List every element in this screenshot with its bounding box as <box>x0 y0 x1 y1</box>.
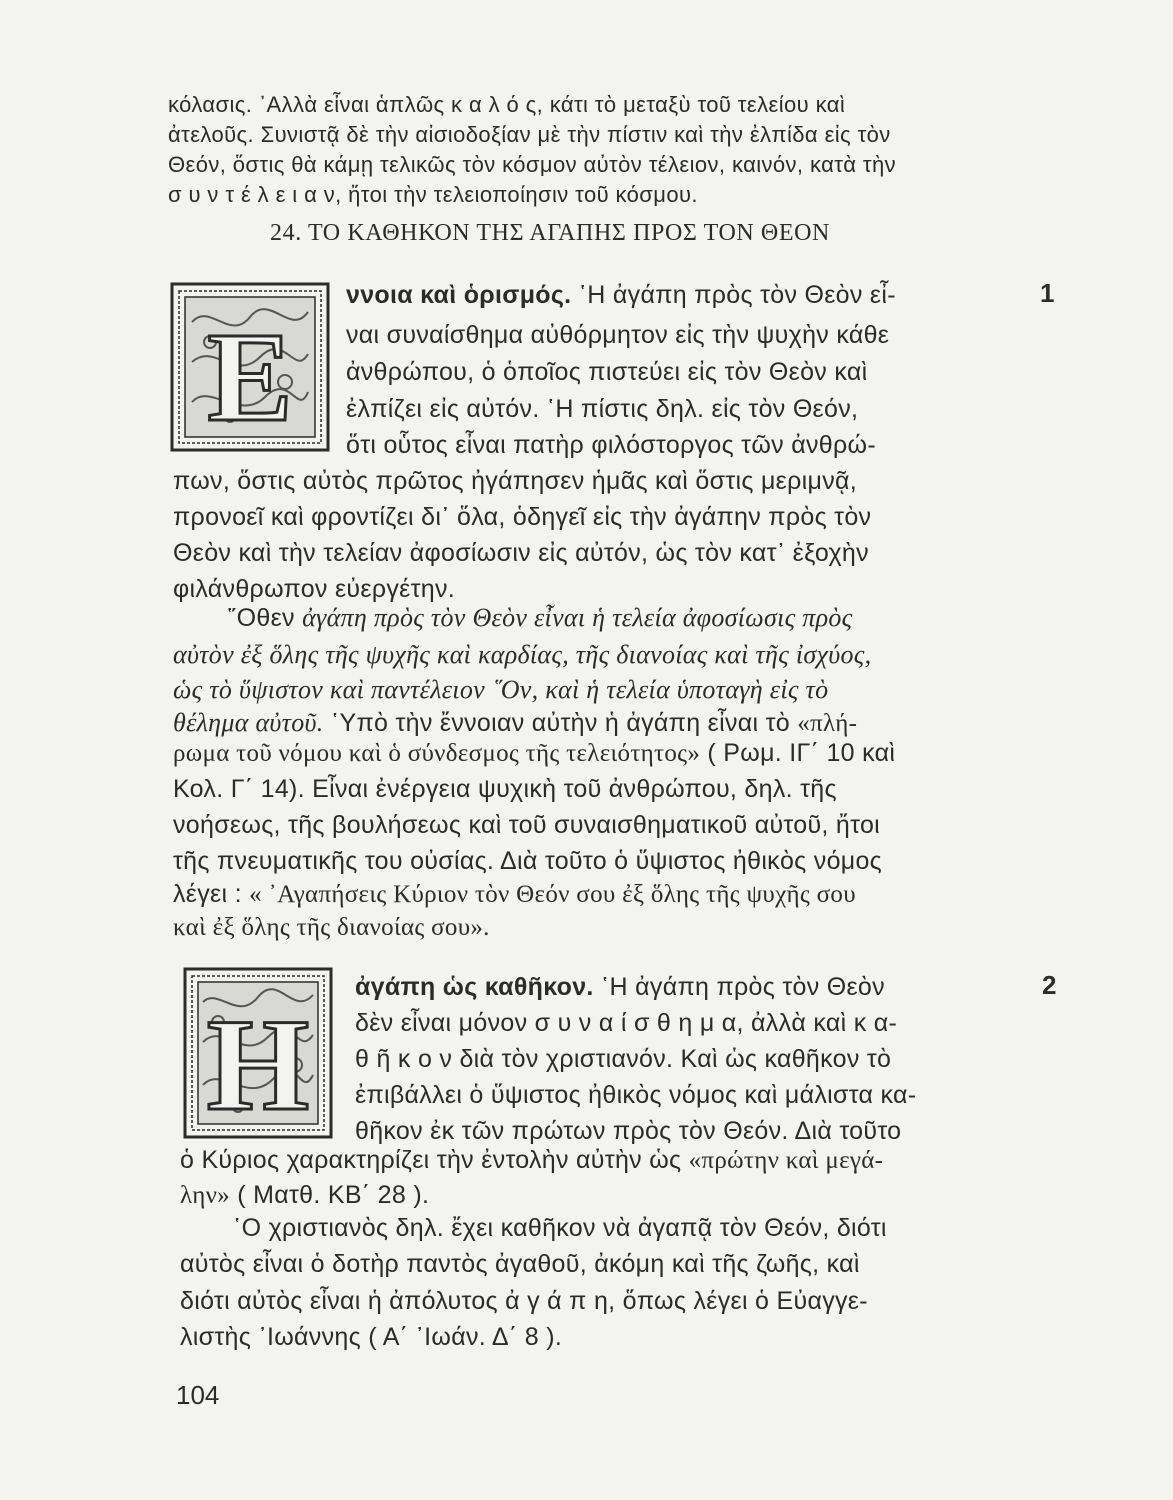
body-line <box>173 879 856 910</box>
section2-title: ἀγάπη ὡς καθῆκον. <box>355 973 594 1001</box>
body-line: φιλάνθρωπον εὐεργέτην. <box>173 575 456 603</box>
body-line: τῆς πνευματικῆς του οὐσίας. Διὰ τοῦτο ὁ ὕψιστος ἠθικὸς νόμος <box>173 847 883 875</box>
svg-text:E: E <box>207 306 293 448</box>
body-line <box>173 708 857 739</box>
quote-text: « ᾿Αγαπήσεις Κύριον τὸν Θεόν σου ἐξ ὅλης τῆς ψυχῆς σου <box>249 881 856 908</box>
body-line <box>180 1180 429 1211</box>
body-text: ( Ρωμ. ΙΓ΄ 10 καὶ <box>700 739 896 767</box>
body-text: ὁ Κύριος χαρακτηρίζει τὴν ἐντολὴν αὐτὴν ὡς <box>180 1146 689 1174</box>
body-line: θῆκον ἐκ τῶν πρώτων πρὸς τὸν Θεόν. Διὰ τοῦτο <box>355 1117 902 1145</box>
section2-first-text: ῾Η ἀγάπη πρὸς τὸν Θεὸν <box>593 973 885 1001</box>
body-line: ἀνθρώπου, ὁ ὁποῖος πιστεύει εἰς τὸν Θεὸν καὶ <box>346 358 868 386</box>
body-line: θ ῆ κ ο ν διὰ τὸν χριστιανόν. Καὶ ὡς καθῆκον τὸ <box>355 1045 892 1073</box>
quote-line: καὶ ἐξ ὅλης τῆς διανοίας σου». <box>173 914 490 941</box>
intro-line: σ υ ν τ έ λ ε ι α ν, ἤτοι τὴν τελειοποίησιν τοῦ κόσμου. <box>168 182 698 207</box>
italic-line: ὡς τὸ ὕψιστον καὶ παντέλειον ῞Ον, καὶ ἡ τελεία ὑποταγὴ εἰς τὸ <box>173 675 829 704</box>
body-text: ῞Οθεν <box>228 604 303 632</box>
section-heading: 24. ΤΟ ΚΑΘΗΚΟΝ ΤΗΣ ΑΓΑΠΗΣ ΠΡΟΣ ΤΟΝ ΘΕΟΝ <box>270 220 830 246</box>
section2-first-line <box>355 972 885 1002</box>
italic-text: θέλημα αὐτοῦ. <box>173 708 324 737</box>
ornate-initial-e-icon <box>170 282 330 457</box>
intro-line: κόλασις. ᾿Αλλὰ εἶναι ἁπλῶς κ α λ ό ς, κάτι τὸ μεταξὺ τοῦ τελείου καὶ <box>168 92 846 117</box>
paragraph-number: 1 <box>1040 278 1055 308</box>
quote-text: λην» <box>180 1182 230 1209</box>
quote-text: ρωμα τοῦ νόμου καὶ ὁ σύνδεσμος τῆς τελειότητος» <box>173 740 701 767</box>
body-line: Κολ. Γ΄ 14). Εἶναι ἐνέργεια ψυχικὴ τοῦ ἀνθρώπου, δηλ. τῆς <box>173 775 837 803</box>
body-line: ναι συναίσθημα αὐθόρμητον εἰς τὴν ψυχὴν κάθε <box>346 321 890 349</box>
body-line <box>180 1145 883 1176</box>
section1-first-text: ῾Η ἀγάπη πρὸς τὸν Θεὸν εἶ- <box>571 281 896 309</box>
italic-line: αὐτὸν ἐξ ὅλης τῆς ψυχῆς καὶ καρδίας, τῆς διανοίας καὶ τῆς ἰσχύος, <box>173 640 872 669</box>
intro-line: ἀτελοῦς. Συνιστᾷ δὲ τὴν αἰσιοδοξίαν μὲ τὴν πίστιν καὶ τὴν ἐλπίδα εἰς τὸν <box>168 122 891 147</box>
body-line: λιστὴς ᾿Ιωάννης ( Α΄ ᾿Ιωάν. Δ΄ 8 ). <box>180 1323 563 1351</box>
body-text: ( Ματθ. ΚΒ΄ 28 ). <box>229 1181 430 1209</box>
body-line: ἐπιβάλλει ὁ ὕψιστος ἠθικὸς νόμος καὶ μάλιστα κα- <box>355 1081 917 1109</box>
body-line <box>228 603 853 633</box>
body-line: ἐλπίζει εἰς αὐτόν. ῾Η πίστις δηλ. εἰς τὸν Θεόν, <box>346 395 859 423</box>
body-line: διότι αὐτὸς εἶναι ἡ ἀπόλυτος ἀ γ ά π η, ὅπως λέγει ὁ Εὐαγγε- <box>180 1287 868 1315</box>
section1-title: ννοια καὶ ὁρισμός. <box>346 281 572 309</box>
body-line: προνοεῖ καὶ φροντίζει δι᾿ ὅλα, ὁδηγεῖ εἰς τὴν ἀγάπην πρὸς τὸν <box>173 503 872 531</box>
quote-text: «πρώτην καὶ μεγά- <box>688 1147 884 1174</box>
intro-line: Θεόν, ὅστις θὰ κάμῃ τελικῶς τὸν κόσμον αὐτὸν τέλειον, καινόν, κατὰ τὴν <box>168 152 897 177</box>
paragraph-number: 2 <box>1042 970 1057 1000</box>
body-line: δὲν εἶναι μόνον σ υ ν α ί σ θ η μ α, ἀλλὰ καὶ κ α- <box>355 1009 898 1037</box>
italic-text: ἀγάπη πρὸς τὸν Θεὸν εἶναι ἡ τελεία ἀφοσίωσις πρὸς <box>302 603 853 632</box>
body-line: ῾Ο χριστιανὸς δηλ. ἔχει καθῆκον νὰ ἀγαπᾷ τὸν Θεόν, διότι <box>233 1214 887 1242</box>
body-line: ὅτι οὗτος εἶναι πατὴρ φιλόστοργος τῶν ἀνθρώ- <box>346 431 876 459</box>
body-line: πων, ὅστις αὐτὸς πρῶτος ἠγάπησεν ἡμᾶς καὶ ὅστις μεριμνᾷ, <box>173 467 857 495</box>
body-text: ῾Υπὸ τὴν ἔννοιαν αὐτὴν ἡ ἀγάπη εἶναι τὸ <box>323 709 798 737</box>
body-line <box>173 738 895 769</box>
body-text: λέγει : <box>173 880 250 908</box>
section1-first-line <box>346 280 896 310</box>
body-line: Θεὸν καὶ τὴν τελείαν ἀφοσίωσιν εἰς αὐτόν, ὡς τὸν κατ᾿ ἐξοχὴν <box>173 539 869 567</box>
svg-text:H: H <box>206 991 310 1138</box>
ornate-initial-h-icon <box>183 967 333 1144</box>
page-number: 104 <box>176 1380 220 1410</box>
quote-text: «πλή- <box>797 710 858 737</box>
body-line: νοήσεως, τῆς βουλήσεως καὶ τοῦ συναισθηματικοῦ αὐτοῦ, ἤτοι <box>173 811 880 839</box>
body-line: αὐτὸς εἶναι ὁ δοτὴρ παντὸς ἀγαθοῦ, ἀκόμη καὶ τῆς ζωῆς, καὶ <box>180 1250 860 1278</box>
